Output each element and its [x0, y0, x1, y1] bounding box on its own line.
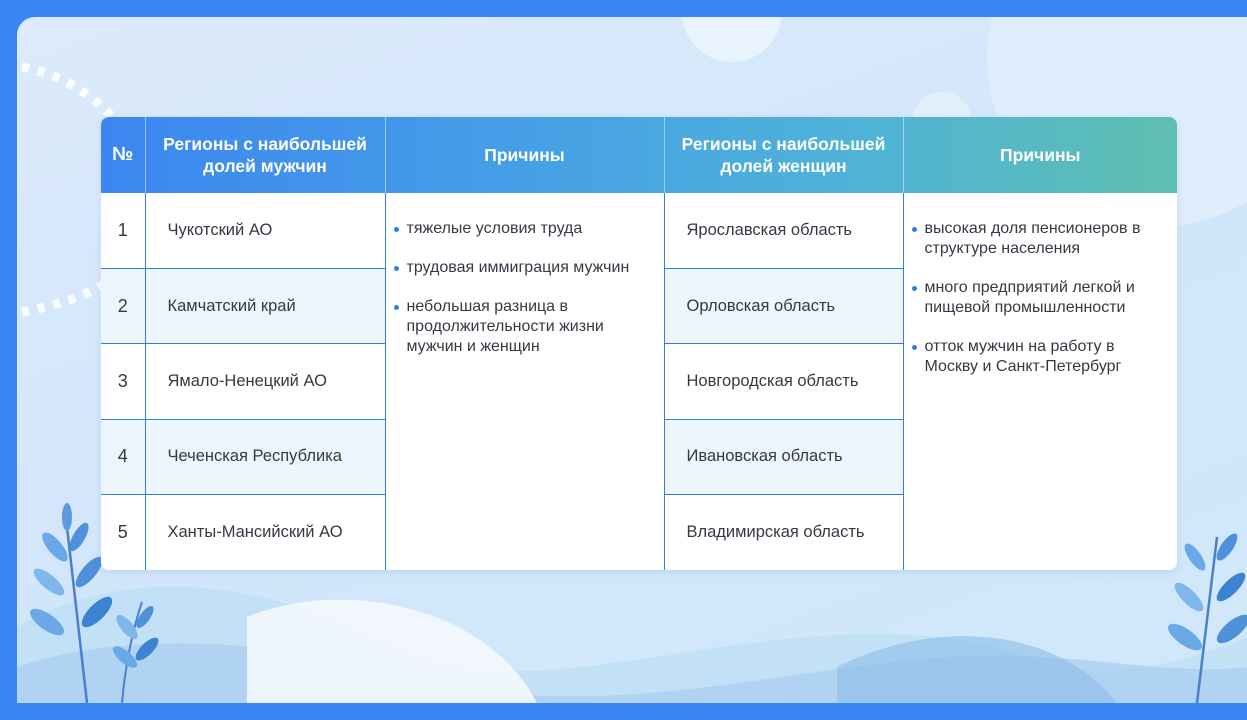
women-reasons-list [912, 219, 1170, 377]
list-item: небольшая разница в продолжительности жизни мужчин и женщин [394, 297, 656, 357]
table-header-row [101, 117, 1177, 193]
row-number: 3 [101, 344, 145, 419]
row-number: 5 [101, 495, 145, 570]
header-number: № [112, 144, 134, 165]
header-women-reasons: Причины [903, 117, 1177, 193]
list-item: тяжелые условия труда [394, 219, 656, 239]
header-women-regions: Регионы с наибольшей долей женщин [664, 117, 903, 193]
men-region-cell: Ханты-Мансийский АО [145, 495, 385, 570]
list-item: много предприятий легкой и пищевой промышленности [912, 278, 1170, 318]
women-region-cell: Орловская область [664, 268, 903, 343]
men-reasons-list [394, 219, 656, 357]
row-number: 4 [101, 419, 145, 494]
women-region-cell: Ярославская область [664, 193, 903, 268]
men-region-cell: Камчатский край [145, 268, 385, 343]
women-region-cell: Владимирская область [664, 495, 903, 570]
regions-table [101, 117, 1177, 570]
table-row [101, 193, 1177, 268]
men-region-cell: Ямало-Ненецкий АО [145, 344, 385, 419]
row-number: 2 [101, 268, 145, 343]
list-item: высокая доля пенсионеров в структуре населения [912, 219, 1170, 259]
header-men-reasons: Причины [385, 117, 664, 193]
men-reasons-cell [385, 193, 664, 570]
header-men-regions: Регионы с наибольшей долей мужчин [145, 117, 385, 193]
men-region-cell: Чукотский АО [145, 193, 385, 268]
men-region-cell: Чеченская Республика [145, 419, 385, 494]
list-item: трудовая иммиграция мужчин [394, 258, 656, 278]
list-item: отток мужчин на работу в Москву и Санкт-Петербург [912, 337, 1170, 377]
women-reasons-cell [903, 193, 1177, 570]
row-number: 1 [117, 219, 128, 240]
women-region-cell: Ивановская область [664, 419, 903, 494]
women-region-cell: Новгородская область [664, 344, 903, 419]
